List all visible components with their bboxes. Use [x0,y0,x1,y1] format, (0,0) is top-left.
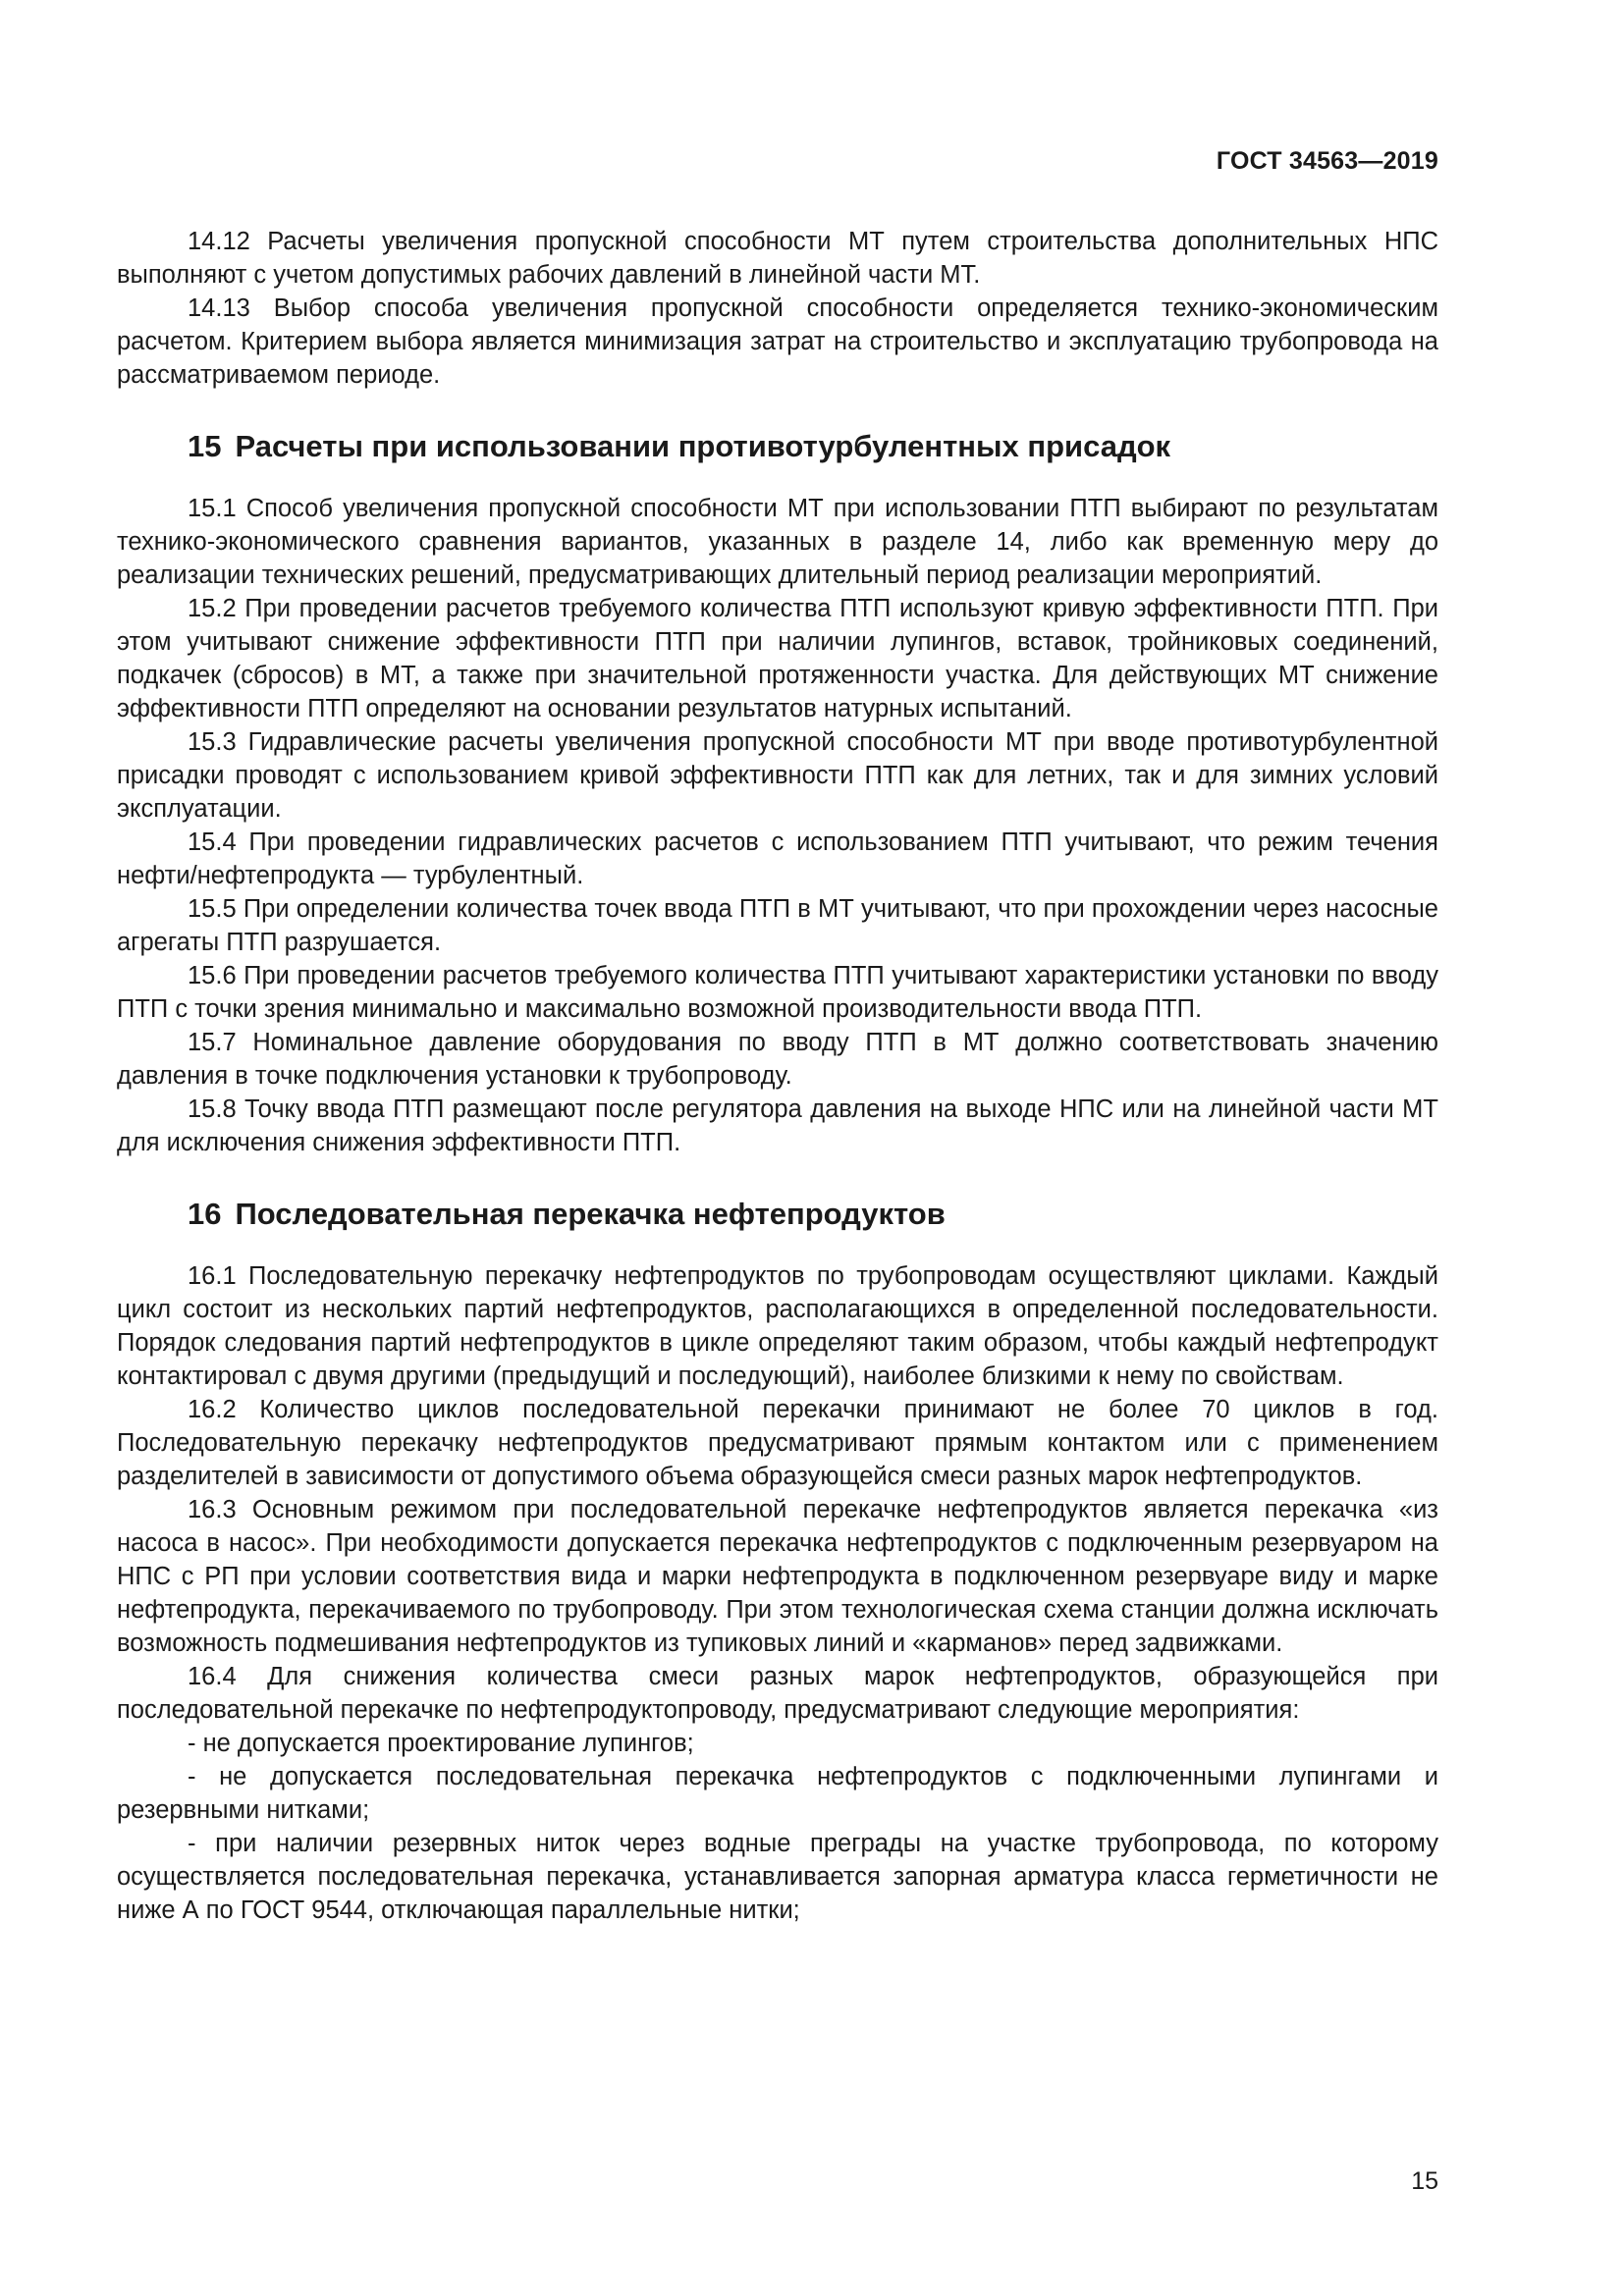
document-body [117,225,1438,1927]
page-number: 15 [1411,2167,1438,2195]
paragraph-16-4: 16.4 Для снижения количества смеси разных марок нефтепродуктов, образующейся при последовательной перекачке по нефтепродуктопроводу, предусматривают следующие мероприятия: [117,1663,1438,1724]
paragraph-16-2: 16.2 Количество циклов последовательной перекачки принимают не более 70 циклов в год. Последовательную перекачку нефтепродуктов предусматривают прямым контактом или с применением разделителей в зависимости от допустимого объема образующейся смеси разных марок нефтепродуктов. [117,1396,1438,1490]
section-16-title: Последовательная перекачка нефтепродуктов [235,1197,946,1231]
paragraph-15-8: 15.8 Точку ввода ПТП размещают после регулятора давления на выходе НПС или на линейной части МТ для исключения снижения эффективности ПТП. [117,1095,1438,1156]
paragraph-16-1: 16.1 Последовательную перекачку нефтепродуктов по трубопроводам осуществляют циклами. Каждый цикл состоит из нескольких партий нефтепродуктов, располагающихся в определенной последовательности. Порядок следования партий нефтепродуктов в цикле определяют таким образом, чтобы каждый нефтепродукт контактировал с двумя другими (предыдущий и последующий), наиболее близкими к нему по свойствам. [117,1262,1438,1390]
paragraph-15-3: 15.3 Гидравлические расчеты увеличения пропускной способности МТ при вводе противотурбулентной присадки проводят с использованием кривой эффективности ПТП как для летних, так и для зимних условий эксплуатации. [117,728,1438,823]
list-item-no-loopings: - не допускается проектирование лупингов; [188,1730,694,1757]
paragraph-14-12: 14.12 Расчеты увеличения пропускной способности МТ путем строительства дополнительных НПС выполняют с учетом допустимых рабочих давлений в линейной части МТ. [117,228,1438,289]
list-item-no-parallel-pumping: - не допускается последовательная перекачка нефтепродуктов с подключенными лупингами и резервными нитками; [117,1763,1438,1824]
paragraph-14-13: 14.13 Выбор способа увеличения пропускной способности определяется технико-экономическим расчетом. Критерием выбора является минимизация затрат на строительство и эксплуатацию трубопровода на рассматриваемом периоде. [117,294,1438,389]
section-15-title: Расчеты при использовании противотурбулентных присадок [235,429,1171,463]
paragraph-15-5: 15.5 При определении количества точек ввода ПТП в МТ учитывают, что при прохождении через насосные агрегаты ПТП разрушается. [117,895,1438,956]
standard-designation: ГОСТ 34563—2019 [1216,147,1438,175]
section-15-heading [117,427,1438,466]
paragraph-15-2: 15.2 При проведении расчетов требуемого количества ПТП используют кривую эффективности ПТП. При этом учитывают снижение эффективности ПТП при наличии лупингов, вставок, тройниковых соединений, подкачек (сбросов) в МТ, а также при значительной протяженности участка. Для действующих МТ снижение эффективности ПТП определяют на основании результатов натурных испытаний. [117,595,1438,722]
section-15-number: 15 [188,429,222,463]
section-16-heading [117,1195,1438,1234]
paragraph-15-4: 15.4 При проведении гидравлических расчетов с использованием ПТП учитывают, что режим течения нефти/нефтепродукта — турбулентный. [117,828,1438,889]
list-item-shutoff-valves: - при наличии резервных ниток через водные преграды на участке трубопровода, по которому осуществляется последовательная перекачка, устанавливается запорная арматура класса герметичности не ниже А по ГОСТ 9544, отключающая параллельные нитки; [117,1830,1438,1924]
section-16-number: 16 [188,1197,222,1231]
paragraph-15-1: 15.1 Способ увеличения пропускной способности МТ при использовании ПТП выбирают по результатам технико-экономического сравнения вариантов, указанных в разделе 14, либо как временную меру до реализации технических решений, предусматривающих длительный период реализации мероприятий. [117,495,1438,589]
paragraph-15-6: 15.6 При проведении расчетов требуемого количества ПТП учитывают характеристики установки по вводу ПТП с точки зрения минимально и максимально возможной производительности ввода ПТП. [117,962,1438,1023]
paragraph-16-3: 16.3 Основным режимом при последовательной перекачке нефтепродуктов является перекачка «из насоса в насос». При необходимости допускается перекачка нефтепродуктов с подключенным резервуаром на НПС с РП при условии соответствия вида и марки нефтепродукта в подключенном резервуаре виду и марке нефтепродукта, перекачиваемого по трубопроводу. При этом технологическая схема станции должна исключать возможность подмешивания нефтепродуктов из тупиковых линий и «карманов» перед задвижками. [117,1496,1438,1657]
paragraph-15-7: 15.7 Номинальное давление оборудования по вводу ПТП в МТ должно соответствовать значению давления в точке подключения установки к трубопроводу. [117,1029,1438,1090]
